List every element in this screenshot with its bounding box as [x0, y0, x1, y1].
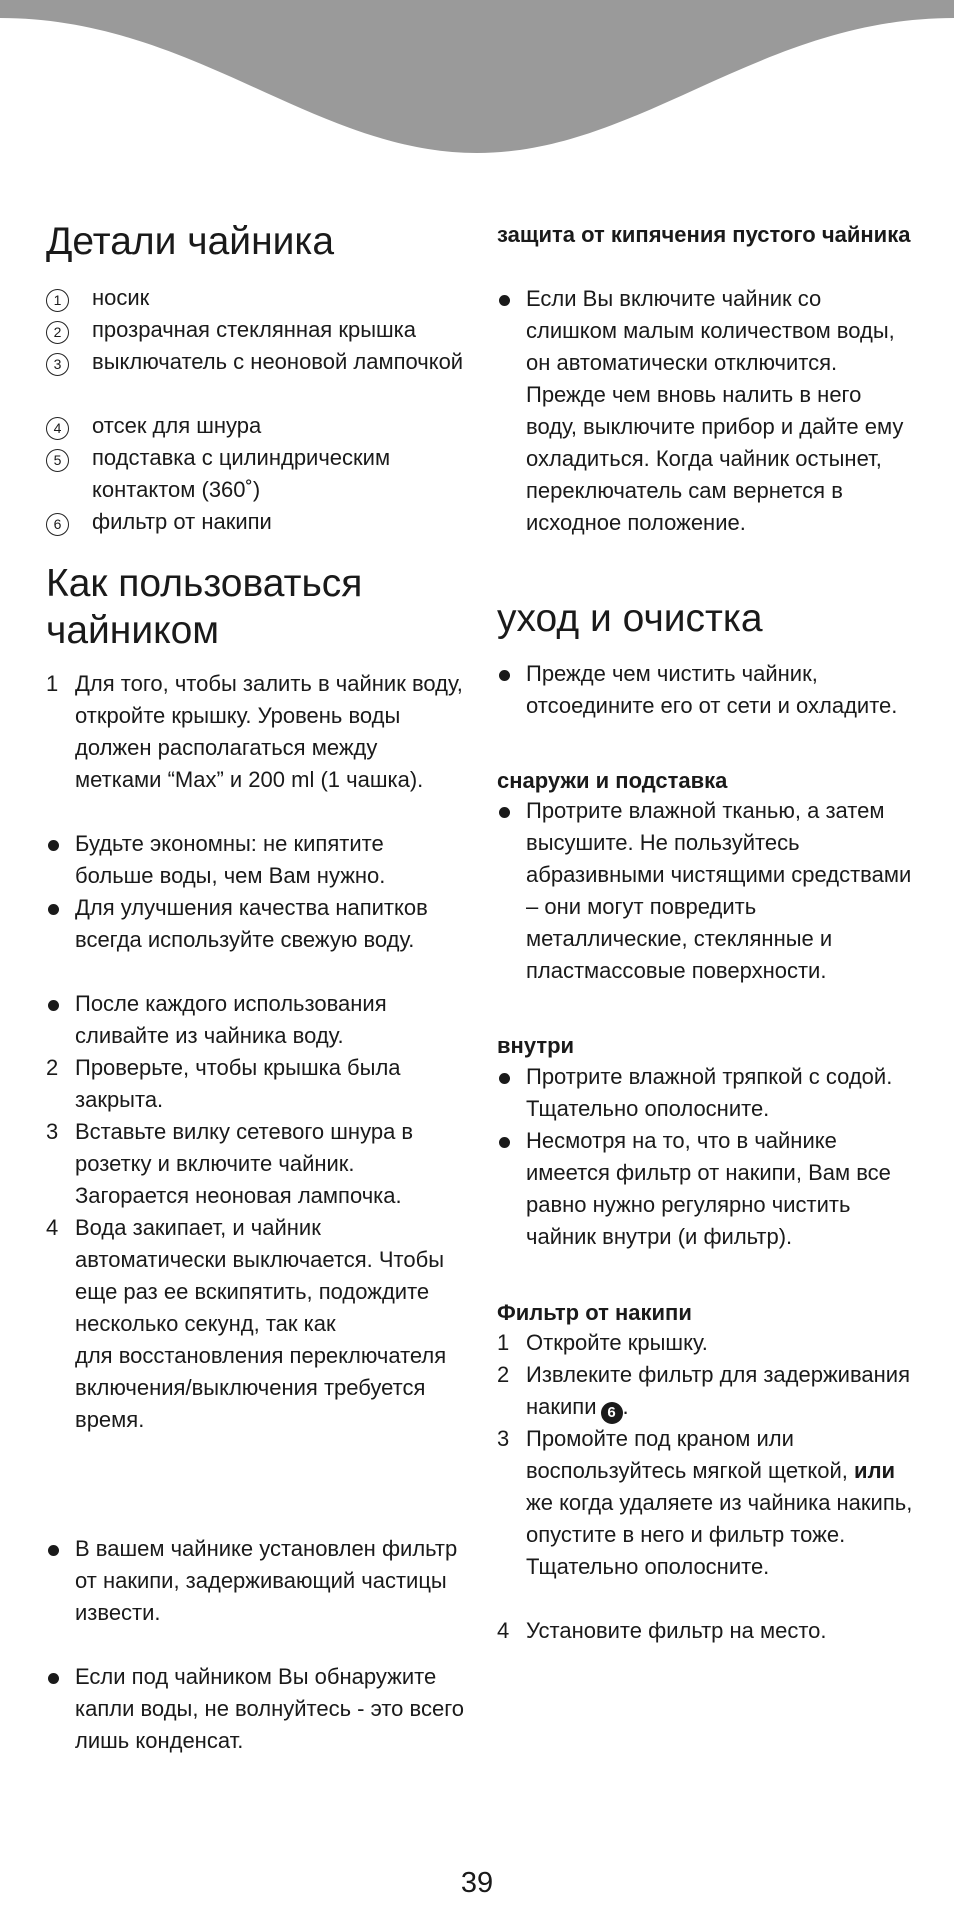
item-text-main: подставка с цилиндрическим контактом (360˚) — [92, 445, 391, 502]
item-text-before: Промойте под краном или воспользуйтесь мягкой щеткой, — [526, 1426, 848, 1483]
item-number-circle — [46, 346, 69, 378]
item-number-circle — [46, 314, 69, 346]
bullet-dot — [499, 670, 510, 681]
item-number-circle — [46, 442, 69, 474]
list-item — [46, 988, 466, 1052]
item-text — [497, 1423, 917, 1583]
bullet-dot — [499, 1073, 510, 1084]
care-title: уход и очистка — [497, 597, 763, 640]
bullet-icon — [46, 1533, 59, 1565]
item-number — [497, 1359, 509, 1391]
item-text-main: Извлеките фильтр для задерживания накипи — [526, 1362, 911, 1419]
list-item — [46, 1533, 466, 1629]
item-text-main: отсек для шнура — [92, 413, 262, 438]
bullet-icon — [46, 988, 59, 1020]
item-text-main: Протрите влажной тряпкой с содой. Тщательно ополосните. — [526, 1064, 893, 1121]
boil-dry-title: защита от кипячения пустого чайника — [497, 222, 911, 247]
item-number-circle — [46, 282, 69, 314]
item-number-circle — [46, 410, 69, 442]
item-number: 1 — [46, 289, 69, 312]
bullet-icon — [497, 658, 510, 690]
item-number: 2 — [46, 321, 69, 344]
item-text-line: для восстановления переключателя включения/выключения требуется время. — [75, 1343, 447, 1432]
item-text-main: Если Вы включите чайник со слишком малым количеством воды, он автоматически отключится. Прежде чем вновь налить в него воду, выключите прибор и дайте ему охладиться. Когда чайник остынет, переключатель сам вернется в исходное положение. — [526, 286, 904, 535]
item-number — [46, 1116, 58, 1148]
item-number — [497, 1423, 509, 1455]
item-text — [497, 1125, 917, 1253]
item-text — [46, 892, 466, 956]
bullet-dot — [499, 807, 510, 818]
item-text — [46, 1212, 466, 1436]
item-number — [46, 1052, 58, 1084]
item-number — [497, 1615, 509, 1647]
list-item — [497, 1327, 917, 1359]
list-item — [46, 1661, 466, 1757]
step-number: 1 — [497, 1330, 510, 1355]
list-item — [46, 1212, 466, 1436]
item-text — [46, 828, 466, 892]
bullet-icon — [497, 1061, 510, 1093]
item-text — [46, 1661, 466, 1757]
step-number: 4 — [497, 1618, 510, 1643]
list-item — [497, 1359, 917, 1424]
item-text — [497, 1327, 917, 1359]
list-item — [46, 828, 466, 892]
item-number-circle — [46, 506, 69, 538]
bullet-icon — [497, 283, 510, 315]
bullet-icon — [497, 795, 510, 827]
step-number: 2 — [497, 1362, 510, 1387]
step-number: 1 — [46, 671, 59, 696]
bullet-dot — [48, 1545, 59, 1556]
item-text-main: Проверьте, чтобы крышка была закрыта. — [75, 1055, 401, 1112]
item-text — [46, 1052, 466, 1116]
item-text — [46, 506, 466, 538]
bullet-dot — [48, 840, 59, 851]
item-text — [497, 283, 917, 539]
list-item — [46, 506, 466, 538]
list-item — [497, 1423, 917, 1583]
item-number: 5 — [46, 449, 69, 472]
list-item — [497, 795, 917, 987]
item-number: 3 — [46, 353, 69, 376]
list-item — [46, 1052, 466, 1116]
item-text-main: Если под чайником Вы обнаружите капли воды, не волнуйтесь - это всего лишь конденсат. — [75, 1664, 464, 1753]
page-number: 39 — [460, 1867, 494, 1899]
filter-title: Фильтр от накипи — [497, 1300, 692, 1325]
item-text-main: Будьте экономны: не кипятите больше воды, чем Вам нужно. — [75, 831, 386, 888]
item-number — [46, 1212, 58, 1244]
item-text-main: Установите фильтр на место. — [526, 1618, 827, 1643]
item-text — [497, 795, 917, 987]
item-text-main: Для улучшения качества напитков всегда используйте свежую воду. — [75, 895, 428, 952]
step-number: 3 — [497, 1426, 510, 1451]
bullet-dot — [48, 1673, 59, 1684]
item-number: 6 — [46, 513, 69, 536]
list-item — [46, 442, 466, 506]
step-number: 2 — [46, 1055, 59, 1080]
list-item — [46, 892, 466, 956]
item-text-main: Несмотря на то, что в чайнике имеется фильтр от накипи, Вам все равно нужно регулярно чистить чайник внутри (и фильтр). — [526, 1128, 891, 1249]
item-text — [46, 410, 466, 442]
item-text-after: же когда удаляете из чайника накипь, опустите в него и фильтр тоже. Тщательно ополосните. — [526, 1490, 913, 1579]
usage-title-text: Как пользоваться чайником — [46, 562, 363, 652]
item-text-main: После каждого использования сливайте из чайника воду. — [75, 991, 387, 1048]
item-text-main: носик — [92, 285, 150, 310]
item-text-after: . — [622, 1394, 629, 1419]
item-text-main: Откройте крышку. — [526, 1330, 708, 1355]
item-text — [497, 1061, 917, 1125]
item-text — [46, 282, 466, 314]
item-text — [497, 658, 917, 722]
item-text-line: еще раз ее вскипятить, подождите несколько секунд, так как — [75, 1279, 430, 1336]
inside-title: внутри — [497, 1033, 575, 1058]
item-text — [46, 314, 466, 346]
item-text — [46, 442, 466, 506]
bullet-icon — [497, 1125, 510, 1157]
item-text-main: фильтр от накипи — [92, 509, 272, 534]
item-text — [46, 1533, 466, 1629]
list-item — [46, 314, 466, 346]
usage-title — [46, 560, 386, 654]
outside-title: снаружи и подставка — [497, 768, 728, 793]
item-text-bold: или — [854, 1458, 896, 1483]
figure-ref-badge: 6 — [601, 1402, 623, 1424]
parts-title: Детали чайника — [46, 220, 335, 263]
item-text — [46, 346, 466, 378]
list-item — [46, 668, 466, 796]
item-text-line: Вода закипает, и чайник автоматически выключается. Чтобы — [75, 1215, 445, 1272]
bullet-icon — [46, 892, 59, 924]
item-text — [497, 1359, 917, 1424]
item-text-main: В вашем чайнике установлен фильтр от накипи, задерживающий частицы извести. — [75, 1536, 458, 1625]
item-number — [497, 1327, 509, 1359]
bullet-icon — [46, 1661, 59, 1693]
list-item — [497, 1125, 917, 1253]
list-item — [46, 410, 466, 442]
list-item — [497, 283, 917, 539]
bullet-dot — [499, 1137, 510, 1148]
step-number: 4 — [46, 1215, 59, 1240]
header-wave — [0, 0, 954, 160]
bullet-icon — [46, 828, 59, 860]
item-text-main: Протрите влажной тканью, а затем высушите. Не пользуйтесь абразивными чистящими средствами – они могут повредить металлические, стеклянные и пластмассовые поверхности. — [526, 798, 912, 983]
item-text-main: Вставьте вилку сетевого шнура в розетку и включите чайник. Загорается неоновая лампочка. — [75, 1119, 414, 1208]
bullet-dot — [48, 1000, 59, 1011]
bullet-dot — [499, 295, 510, 306]
item-text — [46, 668, 466, 796]
list-item — [497, 658, 917, 722]
item-text — [46, 1116, 466, 1212]
item-number — [46, 668, 58, 700]
list-item — [46, 282, 466, 314]
list-item — [46, 1116, 466, 1212]
item-number: 4 — [46, 417, 69, 440]
item-text — [497, 1615, 917, 1647]
item-text-main: выключатель с неоновой лампочкой — [92, 349, 464, 374]
list-item — [46, 346, 466, 378]
item-text-main: прозрачная стеклянная крышка — [92, 317, 416, 342]
item-text-main: Прежде чем чистить чайник, отсоедините его от сети и охладите. — [526, 661, 898, 718]
item-text-main: Для того, чтобы залить в чайник воду, откройте крышку. Уровень воды должен располагаться между метками “Max” и 200 ml (1 чашка). — [75, 671, 463, 792]
bullet-dot — [48, 904, 59, 915]
list-item — [497, 1061, 917, 1125]
step-number: 3 — [46, 1119, 59, 1144]
item-text — [46, 988, 466, 1052]
list-item — [497, 1615, 917, 1647]
